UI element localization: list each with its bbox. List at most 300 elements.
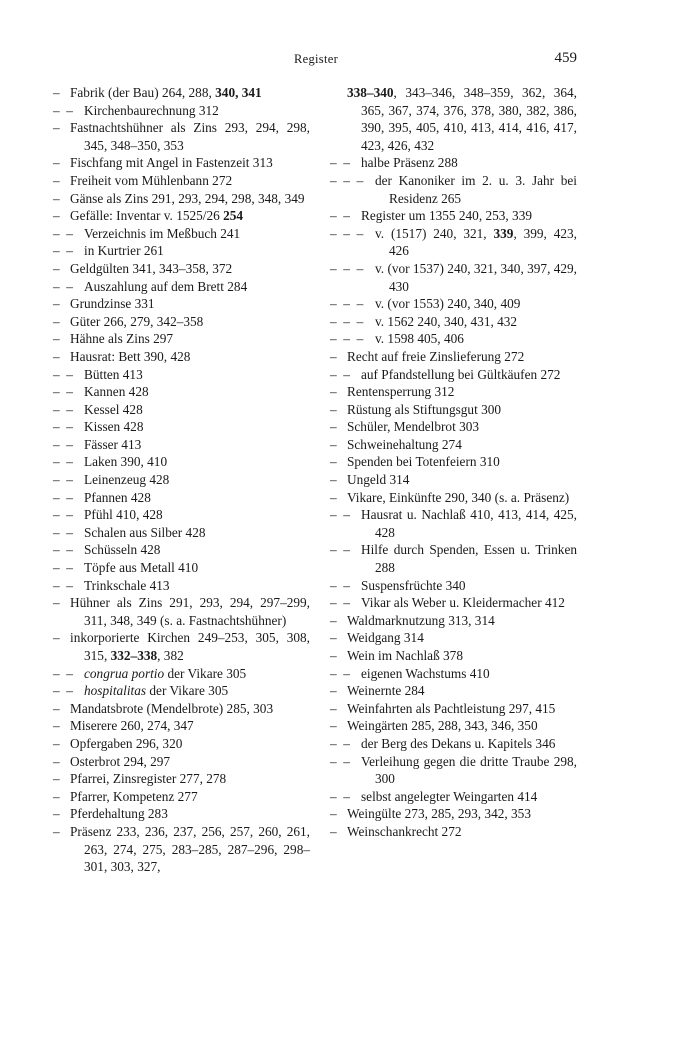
index-entry	[347, 84, 577, 154]
entry-text	[70, 172, 310, 190]
index-entry	[53, 278, 310, 296]
entry-text-part: Trinkschale 413	[84, 577, 170, 593]
entry-text	[70, 594, 310, 629]
entry-text-part: halbe Präsenz 288	[361, 155, 458, 171]
entry-dash: –	[53, 208, 60, 224]
entry-text	[84, 541, 310, 559]
entry-text	[70, 295, 310, 313]
entry-text	[347, 348, 577, 366]
entry-dash: –	[330, 823, 337, 839]
entry-dash: –	[330, 683, 337, 699]
entry-dash: –	[53, 190, 60, 206]
entry-text-part: Schalen aus Silber 428	[84, 524, 206, 540]
entry-dash: – –	[330, 577, 350, 593]
index-entry	[53, 770, 310, 788]
index-entry	[53, 207, 310, 225]
entry-dash: –	[53, 718, 60, 734]
index-entry	[53, 401, 310, 419]
entry-text-part: der Vikare 305	[146, 683, 229, 699]
entry-text	[84, 489, 310, 507]
entry-text-part: Suspensfrüchte 340	[361, 577, 466, 593]
entry-text	[375, 260, 577, 295]
entry-dash: – –	[53, 102, 73, 118]
entry-text	[347, 647, 577, 665]
entry-text-part: Gänse als Zins 291, 293, 294, 298, 348, 349	[70, 190, 305, 206]
entry-dash: – –	[330, 753, 350, 769]
entry-text-part: Hähne als Zins 297	[70, 331, 174, 347]
index-entry	[53, 506, 310, 524]
entry-text	[70, 770, 310, 788]
entry-bold-page-ref: 340, 341	[215, 85, 262, 100]
entry-text-part: Opfergaben 296, 320	[70, 735, 183, 751]
index-entry	[330, 489, 577, 507]
entry-text-part: Kissen 428	[84, 419, 144, 435]
entry-text-part: Freiheit vom Mühlenbann 272	[70, 172, 233, 188]
entry-text-part: Wein im Nachlaß 378	[347, 648, 463, 663]
entry-dash: –	[53, 331, 60, 347]
entry-text	[361, 366, 577, 384]
index-entry	[330, 735, 577, 753]
entry-text-part: Kirchenbaurechnung 312	[84, 102, 219, 118]
entry-text-part: Verleihung gegen die dritte Traube 298, 300	[361, 753, 577, 787]
entry-dash: – –	[330, 155, 350, 171]
index-entry	[330, 541, 577, 576]
entry-text-part: v. (1517) 240, 321,	[375, 225, 494, 241]
index-entry	[53, 154, 310, 172]
entry-text-part: Verzeichnis im Meßbuch 241	[84, 225, 241, 241]
entry-dash: –	[53, 155, 60, 171]
entry-dash: – –	[53, 436, 73, 452]
entry-text-part: Hausrat: Bett 390, 428	[70, 348, 191, 364]
entry-text	[361, 154, 577, 172]
entry-text-part: Güter 266, 279, 342–358	[70, 313, 204, 329]
entry-dash: –	[53, 806, 60, 822]
index-entry	[330, 295, 577, 313]
entry-dash: – –	[53, 366, 73, 382]
entry-text	[347, 401, 577, 419]
entry-dash: –	[53, 630, 60, 646]
entry-dash: – – –	[330, 313, 364, 329]
entry-dash: – –	[330, 788, 350, 804]
index-entry	[330, 594, 577, 612]
entry-text	[70, 84, 310, 102]
entry-text-part: der Kanoniker im 2. u. 3. Jahr bei Residenz 265	[375, 172, 577, 206]
entry-text-part: v. 1562 240, 340, 431, 432	[375, 313, 518, 329]
entry-text-part: Hausrat u. Nachlaß 410, 413, 414, 425, 428	[361, 507, 577, 540]
entry-dash: – –	[53, 507, 73, 523]
entry-text-part: Fastnachtshühner als Zins 293, 294, 298, 345, 348–350, 353	[70, 120, 310, 153]
entry-text	[70, 348, 310, 366]
entry-dash: –	[330, 718, 337, 734]
index-entry	[53, 629, 310, 664]
index-entry	[330, 383, 577, 401]
entry-text	[347, 682, 577, 700]
entry-text-part: Geldgülten 341, 343–358, 372	[70, 260, 233, 276]
entry-dash: –	[53, 823, 60, 839]
entry-dash: – –	[53, 472, 73, 488]
entry-dash: –	[53, 771, 60, 787]
entry-text	[84, 506, 310, 524]
index-entry	[53, 383, 310, 401]
entry-text-part: , 382	[157, 648, 184, 663]
entry-text-part: Weinernte 284	[347, 683, 425, 699]
entry-text-part: Hilfe durch Spenden, Essen u. Trinken 288	[361, 542, 577, 576]
index-entry	[53, 489, 310, 507]
index-entry	[53, 788, 310, 806]
entry-text-part: Gefälle: Inventar v. 1525/26	[70, 208, 224, 224]
index-entry	[330, 682, 577, 700]
entry-text-part: Pferdehaltung 283	[70, 806, 168, 822]
entry-dash: –	[53, 348, 60, 364]
index-entry	[53, 418, 310, 436]
entry-text-part: Recht auf freie Zinslieferung 272	[347, 348, 525, 364]
entry-dash: –	[53, 296, 60, 312]
entry-dash: –	[330, 401, 337, 417]
entry-text	[84, 242, 310, 260]
entry-dash: – – –	[330, 331, 364, 347]
entry-bold-page-ref: 332–338	[110, 648, 158, 663]
entry-dash: – –	[53, 225, 73, 241]
entry-text	[361, 577, 577, 595]
index-entry	[53, 541, 310, 559]
entry-dash: –	[330, 472, 337, 488]
entry-text	[84, 453, 310, 471]
entry-dash: – –	[53, 542, 73, 558]
entry-text-part: Weingärten 285, 288, 343, 346, 350	[347, 718, 538, 734]
entry-text	[84, 682, 310, 700]
entry-dash: –	[53, 120, 60, 136]
entry-dash: –	[53, 595, 60, 611]
entry-text-part: Waldmarknutzung 313, 314	[347, 612, 495, 628]
entry-text	[70, 788, 310, 806]
index-entry	[330, 665, 577, 683]
entry-dash: –	[53, 260, 60, 276]
entry-text	[70, 207, 310, 225]
index-entry	[53, 330, 310, 348]
entry-text	[375, 172, 577, 207]
entry-text	[84, 401, 310, 419]
entry-text	[84, 418, 310, 436]
entry-text-part: Weinschankrecht 272	[347, 823, 462, 839]
index-entry	[330, 805, 577, 823]
index-entry	[53, 260, 310, 278]
index-entry	[330, 260, 577, 295]
entry-text-part: Fabrik (der Bau) 264, 288,	[70, 85, 216, 100]
entry-dash: – –	[53, 489, 73, 505]
index-entry	[330, 753, 577, 788]
entry-text-part: Pfarrer, Kompetenz 277	[70, 788, 198, 804]
index-entry	[330, 401, 577, 419]
entry-text	[70, 629, 310, 664]
entry-text	[84, 436, 310, 454]
entry-text-part: Töpfe aus Metall 410	[84, 560, 199, 576]
index-entry	[330, 612, 577, 630]
entry-dash: – –	[53, 278, 73, 294]
entry-text-part: Osterbrot 294, 297	[70, 753, 171, 769]
entry-text-part: Miserere 260, 274, 347	[70, 718, 194, 734]
index-entry	[53, 84, 310, 102]
entry-dash: – –	[53, 524, 73, 540]
entry-text	[70, 260, 310, 278]
entry-text	[347, 612, 577, 630]
entry-dash: – –	[53, 454, 73, 470]
index-entry	[53, 190, 310, 208]
index-entry	[330, 225, 577, 260]
index-entry	[330, 453, 577, 471]
entry-text	[70, 154, 310, 172]
entry-text-part: Weinfahrten als Pachtleistung 297, 415	[347, 700, 556, 716]
index-entry	[330, 330, 577, 348]
entry-text-part: Pfannen 428	[84, 489, 151, 505]
index-entry	[53, 436, 310, 454]
entry-text-part: Weidgang 314	[347, 630, 424, 646]
entry-text	[70, 330, 310, 348]
entry-text-part: Spenden bei Totenfeiern 310	[347, 454, 500, 470]
entry-text	[361, 665, 577, 683]
entry-text	[70, 735, 310, 753]
index-entry	[330, 717, 577, 735]
entry-text-part: Hühner als Zins 291, 293, 294, 297–299, 311, 348, 349 (s. a. Fastnachtshühner)	[70, 595, 310, 628]
entry-text	[375, 295, 577, 313]
entry-italic-term: congrua portio	[84, 665, 165, 681]
entry-text-part: Bütten 413	[84, 366, 143, 382]
entry-text	[84, 665, 310, 683]
entry-bold-page-ref: 338–340	[347, 85, 394, 100]
entry-text	[347, 805, 577, 823]
index-entry	[330, 207, 577, 225]
entry-text-part: Weingülte 273, 285, 293, 342, 353	[347, 806, 531, 822]
entry-bold-page-ref: 339	[493, 225, 514, 241]
entry-text	[347, 453, 577, 471]
entry-text	[347, 823, 577, 841]
entry-text	[375, 225, 577, 260]
entry-text	[84, 577, 310, 595]
entry-text-part: Schüsseln 428	[84, 542, 161, 558]
entry-dash: – – –	[330, 260, 364, 276]
index-entry	[53, 172, 310, 190]
entry-text	[361, 541, 577, 576]
entry-text	[84, 471, 310, 489]
entry-text-part: Pfühl 410, 428	[84, 507, 163, 523]
index-entry	[53, 735, 310, 753]
entry-dash: – –	[330, 366, 350, 382]
entry-text-part: Vikare, Einkünfte 290, 340 (s. a. Präsenz)	[347, 489, 570, 505]
entry-text-part: , 399, 423, 426	[389, 225, 577, 259]
index-entry	[330, 172, 577, 207]
entry-dash: – –	[53, 384, 73, 400]
entry-text	[361, 506, 577, 541]
entry-text	[70, 313, 310, 331]
entry-text	[347, 700, 577, 718]
index-entry	[53, 559, 310, 577]
entry-text	[70, 823, 310, 876]
index-entry	[330, 506, 577, 541]
entry-dash: – –	[53, 577, 73, 593]
entry-dash: –	[330, 454, 337, 470]
index-entry	[330, 629, 577, 647]
entry-text-part: v. (vor 1537) 240, 321, 340, 397, 429, 430	[375, 260, 577, 294]
index-entry	[330, 348, 577, 366]
entry-dash: –	[330, 489, 337, 505]
entry-text-part: Register um 1355 240, 253, 339	[361, 208, 533, 224]
entry-dash: –	[330, 384, 337, 400]
index-entry	[53, 805, 310, 823]
entry-text	[84, 383, 310, 401]
entry-dash: – – –	[330, 172, 364, 188]
entry-dash: –	[53, 313, 60, 329]
index-entry	[53, 753, 310, 771]
index-entry	[330, 154, 577, 172]
entry-dash: –	[53, 753, 60, 769]
entry-text-part: Kannen 428	[84, 384, 149, 400]
index-entry	[330, 471, 577, 489]
entry-text	[361, 788, 577, 806]
page-number: 459	[554, 50, 577, 66]
entry-text-part: Mandatsbrote (Mendelbrote) 285, 303	[70, 700, 274, 716]
entry-text	[347, 84, 577, 154]
index-entry	[330, 823, 577, 841]
index-entry	[53, 295, 310, 313]
entry-text	[347, 717, 577, 735]
entry-text-part: der Vikare 305	[164, 665, 247, 681]
entry-text-part: Kessel 428	[84, 401, 143, 417]
entry-text-part: inkorporierte Kirchen 249–253, 305, 308, 315,	[70, 630, 310, 663]
entry-text-part: , 343–346, 348–359, 362, 364, 365, 367, 374, 376, 378, 380, 382, 386, 390, 395, 405, 410, 413, 414, 416, 417, 423, 426, 432	[361, 85, 577, 153]
entry-dash: – –	[53, 419, 73, 435]
index-entry	[53, 700, 310, 718]
entry-italic-term: hospitalitas	[84, 683, 147, 699]
entry-dash: –	[330, 348, 337, 364]
index-entry	[53, 471, 310, 489]
entry-dash: – –	[53, 665, 73, 681]
entry-text	[361, 594, 577, 612]
entry-dash: – –	[330, 665, 350, 681]
entry-dash: –	[53, 85, 60, 100]
entry-dash: – –	[330, 208, 350, 224]
index-entry	[53, 366, 310, 384]
entry-text	[70, 753, 310, 771]
entry-dash: – –	[330, 542, 350, 558]
index-entry	[330, 700, 577, 718]
entry-text	[84, 225, 310, 243]
entry-text	[84, 278, 310, 296]
entry-dash: –	[53, 700, 60, 716]
entry-text-part: auf Pfandstellung bei Gültkäufen 272	[361, 366, 561, 382]
entry-text-part: selbst angelegter Weingarten 414	[361, 788, 538, 804]
index-entry	[330, 313, 577, 331]
entry-text	[347, 383, 577, 401]
entry-text-part: Schweinehaltung 274	[347, 436, 462, 452]
index-entry	[330, 366, 577, 384]
index-entry	[53, 524, 310, 542]
index-entry	[53, 682, 310, 700]
entry-text-part: eigenen Wachstums 410	[361, 665, 490, 681]
entry-bold-page-ref: 254	[223, 208, 244, 224]
entry-text	[347, 418, 577, 436]
index-entry	[53, 313, 310, 331]
index-entry	[53, 225, 310, 243]
entry-text-part: v. 1598 405, 406	[375, 331, 464, 347]
entry-dash: –	[53, 735, 60, 751]
index-entry	[53, 823, 310, 876]
entry-text-part: Rentensperrung 312	[347, 384, 455, 400]
entry-text-part: Fässer 413	[84, 436, 142, 452]
entry-dash: – – –	[330, 225, 364, 241]
entry-dash: – –	[53, 560, 73, 576]
entry-dash: –	[330, 806, 337, 822]
index-entry	[53, 577, 310, 595]
entry-text	[84, 524, 310, 542]
entry-dash: –	[330, 700, 337, 716]
entry-text-part: Rüstung als Stiftungsgut 300	[347, 401, 502, 417]
index-entry	[330, 788, 577, 806]
entry-text	[347, 629, 577, 647]
entry-text	[347, 471, 577, 489]
entry-text	[84, 102, 310, 120]
index-entry	[330, 647, 577, 665]
entry-text-part: v. (vor 1553) 240, 340, 409	[375, 296, 521, 312]
entry-text	[70, 119, 310, 154]
entry-text-part: Schüler, Mendelbrot 303	[347, 419, 480, 435]
index-column-right	[330, 84, 577, 841]
entry-text	[70, 717, 310, 735]
running-header-title: Register	[293, 52, 339, 66]
entry-text	[70, 190, 310, 208]
entry-text	[361, 735, 577, 753]
index-entry	[53, 119, 310, 154]
entry-text	[361, 207, 577, 225]
index-entry	[330, 577, 577, 595]
entry-text-part: der Berg des Dekans u. Kapitels 346	[361, 735, 556, 751]
entry-dash: – –	[53, 401, 73, 417]
index-entry	[53, 453, 310, 471]
entry-dash: –	[330, 612, 337, 628]
entry-text-part: Vikar als Weber u. Kleidermacher 412	[361, 595, 565, 611]
index-column-left	[53, 84, 310, 876]
entry-text	[361, 753, 577, 788]
entry-dash: –	[330, 436, 337, 452]
entry-text-part: Präsenz 233, 236, 237, 256, 257, 260, 261, 263, 274, 275, 283–285, 287–296, 298–301, 303, 327,	[70, 823, 310, 875]
entry-text-part: Laken 390, 410	[84, 454, 168, 470]
entry-text	[70, 805, 310, 823]
entry-dash: –	[53, 172, 60, 188]
index-entry	[53, 594, 310, 629]
entry-dash: – –	[53, 683, 73, 699]
entry-text-part: Fischfang mit Angel in Fastenzeit 313	[70, 155, 273, 171]
index-entry	[330, 436, 577, 454]
index-entry	[53, 242, 310, 260]
entry-text-part: Pfarrei, Zinsregister 277, 278	[70, 771, 227, 787]
entry-text-part: Auszahlung auf dem Brett 284	[84, 278, 248, 294]
entry-dash: – –	[330, 735, 350, 751]
entry-text	[347, 489, 577, 507]
entry-text	[84, 559, 310, 577]
index-entry	[53, 717, 310, 735]
entry-dash: – – –	[330, 296, 364, 312]
entry-text	[375, 330, 577, 348]
entry-text	[84, 366, 310, 384]
entry-text	[347, 436, 577, 454]
entry-dash: – –	[53, 243, 73, 259]
entry-dash: –	[330, 419, 337, 435]
index-entry	[330, 418, 577, 436]
entry-dash: –	[330, 630, 337, 646]
entry-text-part: Ungeld 314	[347, 472, 410, 488]
entry-dash: – –	[330, 507, 350, 523]
entry-dash: –	[53, 788, 60, 804]
entry-dash: –	[330, 648, 337, 663]
entry-text-part: in Kurtrier 261	[84, 243, 164, 259]
